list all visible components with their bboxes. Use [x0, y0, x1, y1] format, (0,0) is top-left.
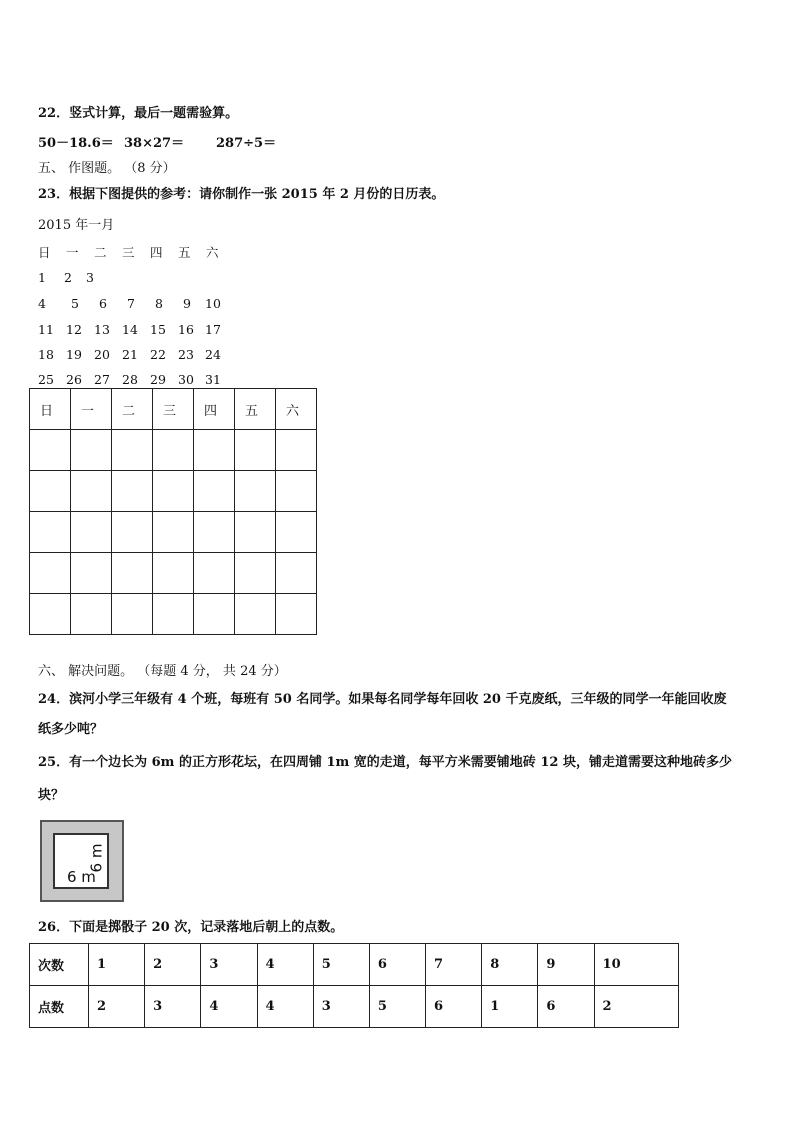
dice-cell: 6: [538, 986, 594, 1028]
dice-cell: 7: [426, 944, 482, 986]
grid-header-cell: 二: [112, 389, 153, 430]
grid-header-cell: 一: [71, 389, 112, 430]
grid-cell: [235, 471, 276, 512]
grid-cell: [194, 430, 235, 471]
grid-cell: [276, 471, 317, 512]
calendar-weekday: 四: [150, 245, 163, 260]
dice-cell: 8: [482, 944, 538, 986]
calendar-day: 17: [205, 322, 221, 337]
calendar-grid-row: [30, 430, 317, 471]
q25-line-2: 块？: [38, 788, 65, 803]
side-length-label-bottom: 6 m: [67, 868, 96, 886]
grid-cell: [276, 594, 317, 635]
calendar-weekday: 二: [94, 245, 107, 260]
calendar-day: 24: [205, 347, 221, 362]
calendar-grid-row: [30, 553, 317, 594]
calendar-day: 2: [64, 270, 72, 285]
dice-cell: 9: [538, 944, 594, 986]
calendar-weekday: 日: [38, 245, 51, 260]
calendar-day: 26: [66, 372, 82, 387]
calendar-grid-table: [29, 388, 317, 635]
calendar-day: 8: [155, 296, 163, 311]
side-length-label-side: 6 m: [87, 843, 106, 873]
grid-cell: [276, 512, 317, 553]
grid-cell: [71, 430, 112, 471]
dice-cell: 4: [257, 944, 313, 986]
grid-cell: [276, 553, 317, 594]
calendar-weekday: 一: [66, 245, 79, 260]
grid-cell: [71, 594, 112, 635]
grid-header-cell: 三: [153, 389, 194, 430]
calendar-day: 1: [38, 270, 46, 285]
q22-exercise-1: 50－18.6＝: [38, 136, 114, 151]
q26-title: 26．下面是掷骰子 20 次，记录落地后朝上的点数。: [38, 920, 344, 935]
grid-cell: [153, 512, 194, 553]
q24-line-1: 24．滨河小学三年级有 4 个班，每班有 50 名同学。如果每名同学每年回收 20 千克废纸，三年级的同学一年能回收废: [38, 692, 727, 707]
section-5-title: 五、 作图题。 （8 分）: [38, 161, 176, 176]
dice-cell: 2: [89, 986, 145, 1028]
calendar-day: 31: [205, 372, 221, 387]
grid-cell: [30, 512, 71, 553]
dice-cell: 4: [201, 986, 257, 1028]
calendar-grid-row: [30, 471, 317, 512]
dice-row-header: 次数: [30, 944, 89, 986]
dice-cell: 10: [594, 944, 678, 986]
grid-cell: [153, 594, 194, 635]
calendar-day: 29: [150, 372, 166, 387]
q23-title: 23．根据下图提供的参考：请你制作一张 2015 年 2 月份的日历表。: [38, 187, 445, 202]
section-6-title: 六、 解决问题。 （每题 4 分， 共 24 分）: [38, 664, 287, 679]
dice-cell: 6: [426, 986, 482, 1028]
calendar-day: 7: [127, 296, 135, 311]
calendar-day: 19: [66, 347, 82, 362]
q22-exercise-2: 38×27＝: [124, 136, 185, 151]
grid-cell: [194, 553, 235, 594]
calendar-grid-row: [30, 594, 317, 635]
grid-header-cell: 六: [276, 389, 317, 430]
calendar-weekday: 三: [122, 245, 135, 260]
grid-cell: [30, 471, 71, 512]
grid-cell: [235, 430, 276, 471]
grid-cell: [30, 594, 71, 635]
q24-line-2: 纸多少吨？: [38, 722, 104, 737]
grid-header-cell: 四: [194, 389, 235, 430]
grid-cell: [112, 594, 153, 635]
calendar-day: 3: [86, 270, 94, 285]
calendar-day: 6: [99, 296, 107, 311]
grid-cell: [112, 471, 153, 512]
dice-cell: 4: [257, 986, 313, 1028]
grid-cell: [235, 594, 276, 635]
dice-row-header: 点数: [30, 986, 89, 1028]
q22-exercise-3: 287÷5＝: [216, 136, 277, 151]
grid-header-cell: 日: [30, 389, 71, 430]
dice-cell: 3: [145, 986, 201, 1028]
dice-cell: 5: [369, 986, 425, 1028]
q25-line-1: 25．有一个边长为 6m 的正方形花坛，在四周铺 1m 宽的走道，每平方米需要铺地砖 12 块，铺走道需要这种地砖多少: [38, 755, 732, 770]
grid-cell: [194, 512, 235, 553]
grid-cell: [71, 512, 112, 553]
calendar-day: 11: [38, 322, 54, 337]
dice-record-table: [29, 943, 679, 1028]
dice-row-count: [30, 944, 679, 986]
calendar-day: 13: [94, 322, 110, 337]
calendar-day: 25: [38, 372, 54, 387]
grid-cell: [112, 553, 153, 594]
calendar-day: 18: [38, 347, 54, 362]
dice-cell: 3: [313, 986, 369, 1028]
calendar-day: 28: [122, 372, 138, 387]
grid-cell: [112, 512, 153, 553]
dice-cell: 1: [482, 986, 538, 1028]
grid-cell: [194, 471, 235, 512]
calendar-day: 5: [71, 296, 79, 311]
calendar-day: 20: [94, 347, 110, 362]
calendar-day: 22: [150, 347, 166, 362]
grid-header-cell: 五: [235, 389, 276, 430]
calendar-day: 9: [183, 296, 191, 311]
calendar-day: 21: [122, 347, 138, 362]
grid-cell: [276, 430, 317, 471]
grid-cell: [153, 553, 194, 594]
dice-cell: 2: [594, 986, 678, 1028]
calendar-grid-header-row: [30, 389, 317, 430]
dice-cell: 1: [89, 944, 145, 986]
calendar-weekday: 五: [178, 245, 191, 260]
calendar-day: 27: [94, 372, 110, 387]
dice-row-points: [30, 986, 679, 1028]
grid-cell: [30, 553, 71, 594]
flowerbed-square: [53, 833, 109, 889]
calendar-day: 23: [178, 347, 194, 362]
dice-cell: 2: [145, 944, 201, 986]
calendar-day: 10: [205, 296, 221, 311]
grid-cell: [194, 594, 235, 635]
q22-title: 22．竖式计算，最后一题需验算。: [38, 106, 239, 121]
grid-cell: [235, 553, 276, 594]
grid-cell: [153, 471, 194, 512]
calendar-day: 4: [38, 296, 46, 311]
calendar-day: 12: [66, 322, 82, 337]
grid-cell: [30, 430, 71, 471]
calendar-day: 15: [150, 322, 166, 337]
grid-cell: [112, 430, 153, 471]
calendar-day: 16: [178, 322, 194, 337]
calendar-weekday: 六: [206, 245, 219, 260]
dice-cell: 5: [313, 944, 369, 986]
calendar-grid-row: [30, 512, 317, 553]
calendar-day: 30: [178, 372, 194, 387]
dice-cell: 3: [201, 944, 257, 986]
flowerbed-figure: [40, 820, 124, 902]
grid-cell: [71, 471, 112, 512]
grid-cell: [153, 430, 194, 471]
calendar-title: 2015 年一月: [38, 218, 115, 233]
grid-cell: [235, 512, 276, 553]
grid-cell: [71, 553, 112, 594]
dice-cell: 6: [369, 944, 425, 986]
calendar-day: 14: [122, 322, 138, 337]
